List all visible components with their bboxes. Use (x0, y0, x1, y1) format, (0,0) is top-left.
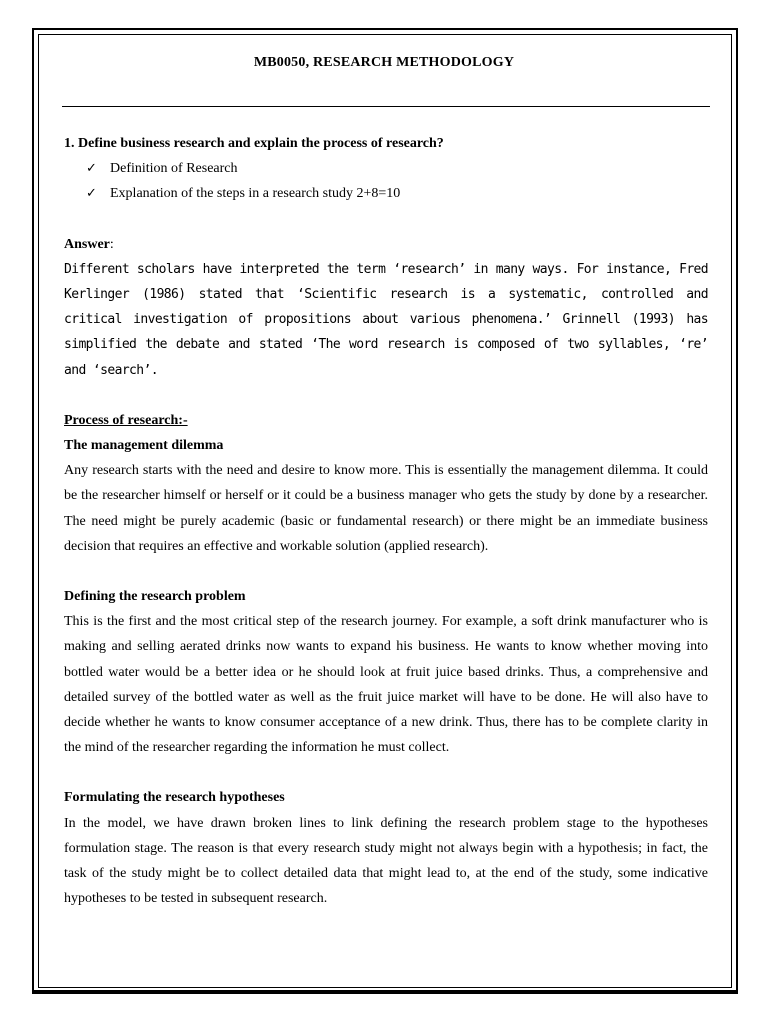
checklist-item (86, 156, 708, 181)
section-heading: Defining the research problem (64, 589, 246, 605)
checkmark-icon: ✓ (86, 161, 97, 177)
checklist-item-label: Explanation of the steps in a research study 2+8=10 (110, 186, 401, 202)
section-paragraph: In the model, we have drawn broken lines to link defining the research problem stage to the hypotheses formulation stage. The reason is that every research study might not always begin with a hypothesis; in fact, the task of the study might be to collect detailed data that might lead to, at the end of the study, some indicative hypotheses to be tested in subsequent research. (64, 815, 708, 907)
section-paragraph: This is the first and the most critical step of the research journey. For example, a soft drink manufacturer who is making and selling aerated drinks now wants to expand his business. He wants to know whether moving into bottled water would be a better idea or he should look at fruit juice based drinks. Thus, a comprehensive and detailed survey of the bottled water as well as the fruit juice market will have to be done. He will also have to decide whether he wants to know consumer acceptance of a new drink. Thus, there has to be complete clarity in the mind of the researcher regarding the information he must collect. (64, 614, 708, 756)
process-heading: Process of research:- (64, 412, 188, 428)
answer-paragraph: Different scholars have interpreted the term ‘research’ in many ways. For instance, Fred Kerlinger (1986) stated that ‘Scientific research is a systematic, controlled and critical investigation of propositions about various phenomena.’ Grinnell (1993) has simplified the debate and stated ‘The word research is composed of two syllables, ‘re’ and ‘search’. (64, 261, 708, 378)
section-heading: The management dilemma (64, 438, 224, 454)
checklist-item (86, 181, 708, 206)
title-divider (62, 106, 710, 107)
section-paragraph: Any research starts with the need and desire to know more. This is essentially the management dilemma. It could be the researcher himself or herself or it could be a business manager who gets the study by done by a researcher. The need might be purely academic (basic or fundamental research) or there might be an immediate business decision that requires an effective and workable solution (applied research). (64, 463, 708, 554)
checklist-item-label: Definition of Research (110, 161, 238, 177)
answer-line (64, 232, 708, 257)
question-heading: 1. Define business research and explain the process of research? (64, 136, 444, 151)
section-heading: Formulating the research hypotheses (64, 790, 285, 806)
checkmark-icon: ✓ (86, 186, 97, 202)
question-checklist (64, 156, 708, 206)
document-body (64, 131, 708, 911)
document-title: MB0050, RESEARCH METHODOLOGY (253, 55, 515, 70)
answer-label: Answer (64, 236, 110, 252)
answer-colon: : (109, 236, 114, 252)
page-border-bottom-rule (32, 990, 738, 993)
process-heading-line (64, 408, 708, 433)
